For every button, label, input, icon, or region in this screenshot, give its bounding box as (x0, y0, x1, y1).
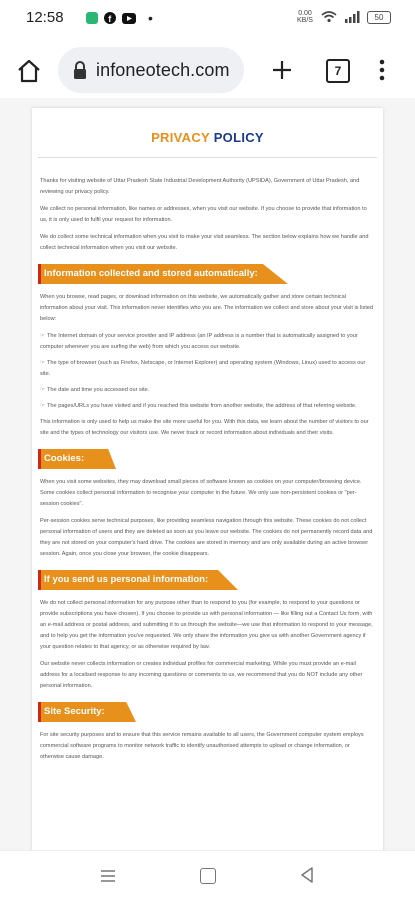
url-text[interactable]: infoneotech.com (96, 60, 230, 80)
section-heading-personal-info: If you send us personal information: (38, 570, 383, 590)
section-heading-information: Information collected and stored automatically: (38, 264, 383, 284)
personal-info-paragraph-1: We do not collect personal information for any purpose other than to respond to you (for example, to respond to your questions or provide subscriptions you have chosen). If you choose to provide us with personal information — like filling out a Contact Us form, with an e-mail address or postal address, and submitting it to us through the website—we use that information to respond to your message, and to help you get the information you've requested. We only share the information you give us with another Government agency if your question relates to that agency, or as otherwise required by law. (40, 600, 373, 650)
title-privacy: PRIVACY (151, 130, 210, 145)
site-security-paragraph: For site security purposes and to ensure that this service remains available to all users, the Government computer system employs commercial software programs to monitor network traffic to identify unauthorised attempts to upload or change information, or otherwise cause damage. (40, 732, 364, 760)
back-icon[interactable] (300, 867, 314, 883)
lock-icon[interactable] (72, 60, 88, 80)
intro-paragraph: Thanks for visiting website of Uttar Pradesh State Industrial Development Authority (UPSIDA), Government of Uttar Pradesh, and reviewing our privacy policy. (40, 178, 360, 195)
page-title (32, 130, 383, 145)
web-content[interactable] (0, 98, 415, 850)
new-tab-icon[interactable] (270, 58, 294, 82)
home-nav-icon[interactable] (200, 868, 216, 884)
hand-pointer-icon: ☞ (40, 333, 46, 339)
list-item: ☞ The type of browser (such as Firefox, Netscape, or Internet Explorer) and operating system (Windows, Linux) used to access our site. (40, 360, 366, 377)
recent-apps-icon[interactable] (100, 869, 116, 883)
wifi-icon (321, 11, 337, 23)
list-item: ☞ The date and time you accessed our site. (40, 387, 150, 393)
more-menu-icon[interactable] (378, 58, 386, 82)
personal-info-paragraph-2: Our website never collects information or creates individual profiles for commercial marketing. While you must provide an e-mail address for a localised response to any incoming questions or comments to us, we recommend that you do NOT include any other personal information. (40, 661, 363, 689)
status-right (296, 10, 391, 24)
system-nav-bar (0, 850, 415, 901)
home-icon[interactable] (16, 58, 42, 84)
list-item: ☞ The Internet domain of your service provider and IP address (an IP address is a number that is automatically assigned to your computer whenever you are surfing the web) from which you access our website. (40, 333, 358, 350)
title-divider (38, 157, 377, 158)
tab-switcher-button[interactable]: 7 (326, 59, 350, 83)
facebook-icon (104, 12, 116, 24)
list-item: ☞ The pages/URLs you have visited and if you reached this website from another website, the address of that referring website. (40, 403, 357, 409)
battery-icon: 50 (367, 11, 391, 24)
signal-icon (344, 11, 360, 23)
title-policy: POLICY (213, 130, 264, 145)
section-heading-site-security: Site Security: (38, 702, 383, 722)
status-bar (0, 0, 415, 36)
status-time: 12:58 (26, 9, 64, 26)
browser-toolbar (0, 44, 415, 96)
cookies-paragraph-1: When you visit some websites, they may download small pieces of software known as cookies on your computer/browsing device. Some cookies collect personal information to recognise your computer in the future. We only use non-persistent cookies or "per-session cookies". (40, 479, 362, 507)
information-paragraph: When you browse, read pages, or download information on this website, we automatically gather and store certain technical information about your visit. This information never identifies who you are. The information we collect and store about your visit is listed below: (40, 294, 374, 322)
policy-document (32, 108, 383, 850)
notification-icons (86, 10, 153, 26)
address-bar[interactable] (58, 47, 244, 93)
net-speed: 0.00 KB/S (297, 10, 313, 24)
status-dot: • (148, 10, 153, 26)
hand-pointer-icon: ☞ (40, 387, 46, 393)
no-personal-paragraph: We collect no personal information, like names or addresses, when you visit our website. If you choose to provide that information to us, it is only used to fulfil your request for information. (40, 206, 367, 223)
cookies-paragraph-2: Per-session cookies serve technical purposes, like providing seamless navigation through this website. These cookies do not collect personal information of users and they are deleted as soon as you leave our website. The cookies do not permanently record data and they are not stored on your computer's hard drive. The cookies are stored in memory and are only available during an active browser session. Again, once you close your browser, the cookie disappears. (40, 518, 373, 557)
information-usage-paragraph: This information is only used to help us make the site more useful for you. With this data, we learn about the number of visitors to our site and the types of technology our visitors use. We never track or record information about individuals and their visits. (40, 419, 369, 436)
messages-app-icon (86, 12, 98, 24)
hand-pointer-icon: ☞ (40, 360, 46, 366)
svg-text:f: f (108, 14, 112, 24)
technical-paragraph: We do collect some technical information when you visit to make your visit seamless. The section below explains how we handle and collect technical information when you visit our website. (40, 234, 369, 251)
youtube-icon (122, 13, 136, 24)
hand-pointer-icon: ☞ (40, 403, 46, 409)
section-heading-cookies: Cookies: (38, 449, 383, 469)
